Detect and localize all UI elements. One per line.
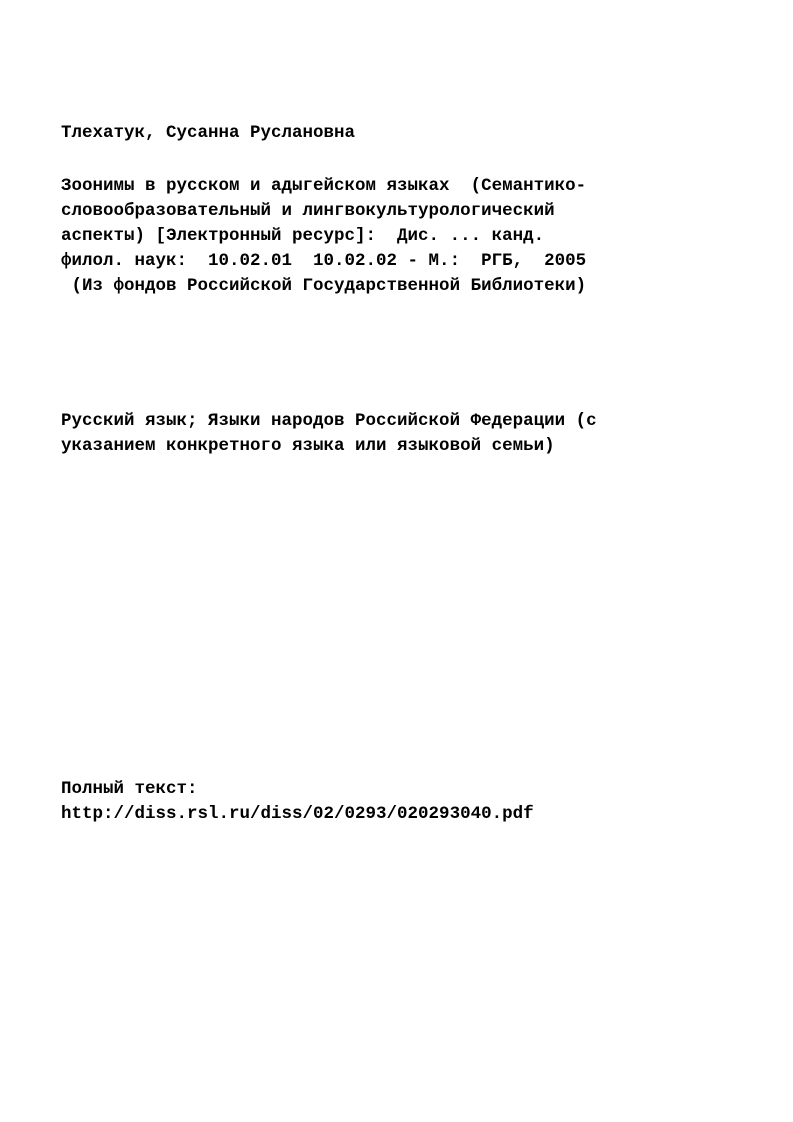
record-line: (Из фондов Российской Государственной Библиотеки) (61, 276, 587, 296)
full-text-label: Полный текст: (61, 779, 198, 799)
full-text-url[interactable]: http://diss.rsl.ru/diss/02/0293/020293040.pdf (61, 804, 534, 824)
record-line: аспекты) [Электронный ресурс]: Дис. ... канд. (61, 226, 545, 246)
subject-line: указанием конкретного языка или языковой семьи) (61, 436, 555, 456)
record-line: Зоонимы в русском и адыгейском языках (Семантико- (61, 176, 587, 196)
record-line: словообразовательный и лингвокультурологический (61, 201, 555, 221)
record-line: филол. наук: 10.02.01 10.02.02 - М.: РГБ, 2005 (61, 251, 587, 271)
author-name: Тлехатук, Сусанна Руслановна (61, 123, 356, 143)
subject-line: Русский язык; Языки народов Российской Федерации (с (61, 411, 597, 431)
